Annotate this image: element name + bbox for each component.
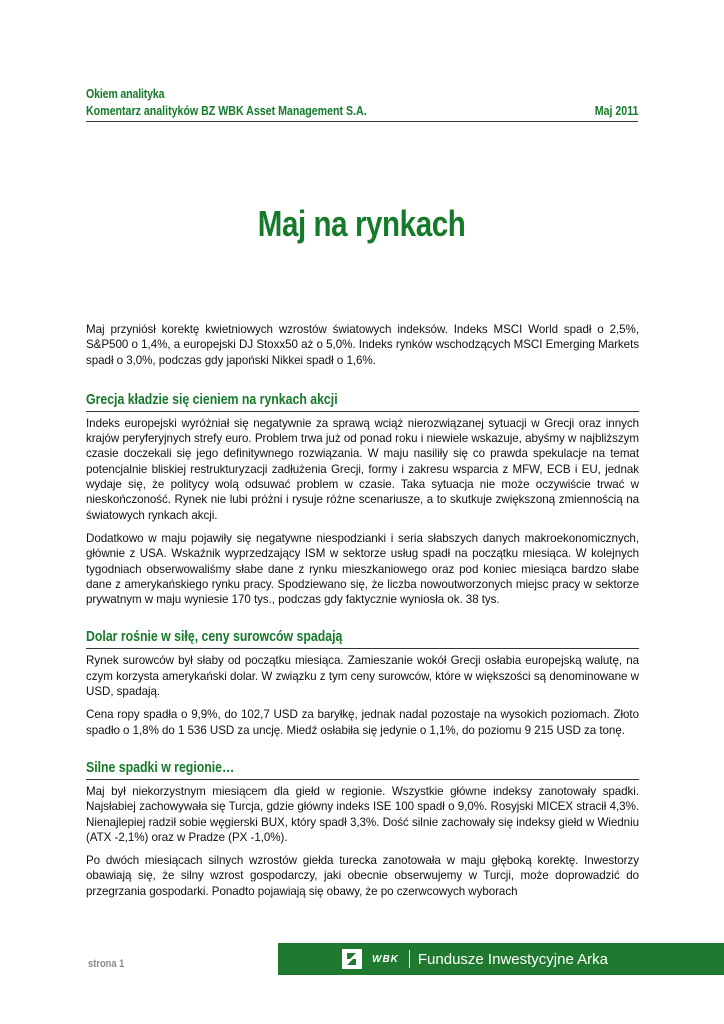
article-body <box>86 322 639 907</box>
brand-abbr: WBK <box>372 953 399 965</box>
paragraph: Rynek surowców był słaby od początku miesiąca. Zamieszanie wokół Grecji osłabia europejską walutę, na czym korzysta amerykański dolar. W związku z tym ceny surowców, które w większości są denominowane w USD, spadają. <box>86 654 639 699</box>
brand-name: Fundusze Inwestycyjne Arka <box>417 950 608 968</box>
bzwbk-logo-mark <box>344 951 360 967</box>
report-date: Maj 2011 <box>594 104 638 118</box>
report-series: Okiem analityka <box>86 87 165 101</box>
paragraph: Maj był niekorzystnym miesiącem dla giełd w regionie. Wszystkie główne indeksy zanotowały spadki. Najsłabiej zachowywała się Turcja, gdzie główny indeks ISE 100 spadł o 9,0%. Rosyjski MICEX stracił 4,3%. Nienajlepiej radził sobie węgierski BUX, który spadł 3,3%. Dość silnie zachowały się indeksy giełd w Wiedniu (ATX -2,1%) oraz w Pradze (PX -1,0%). <box>86 784 639 844</box>
section-heading-greece <box>86 390 639 412</box>
paragraph: Cena ropy spadła o 9,9%, do 102,7 USD za baryłkę, jednak nadal pozostaje na wysokich poziomach. Złoto spadło o 1,8% do 1 536 USD za uncję. Miedź osłabiła się jedynie o 1,1%, do poziomu 9 215 USD za tonę. <box>86 708 639 737</box>
page-number-text: strona 1 <box>88 958 125 970</box>
paragraph: Indeks europejski wyróżniał się negatywnie za sprawą wciąż nierozwiązanej sytuacji w Grecji oraz innych krajów peryferyjnych strefy euro. Problem trwa już od ponad roku i niewiele wskazuje, abyśmy w najbliższym czasie doczekali się jego definitywnego rozwiązania. W maju nasiliły się co prawda spekulacje na temat potencjalnie bliskiej restrukturyzacji zadłużenia Grecji, formy i zakresu wsparcia z MFW, ECB i EU, jednak wydaje się, że politycy wolą odsuwać problem w czasie. Taka sytuacja nie może oczywiście trwać w nieskończoność. Rynek nie lubi próżni i rysuje różne scenariusze, a to skutkuje zwiększoną zmiennością na światowych rynkach akcji. <box>86 416 639 522</box>
bzwbk-logo-icon <box>342 949 362 969</box>
section-heading-text: Grecja kładzie się cieniem na rynkach akcji <box>86 390 338 408</box>
page-number <box>88 958 131 970</box>
brand-footer-bar <box>278 943 724 975</box>
section-heading-dollar <box>86 627 639 649</box>
intro-paragraph: Maj przyniósł korektę kwietniowych wzrostów światowych indeksów. Indeks MSCI World spadł o 2,5%, S&P500 o 1,4%, a europejski DJ Stoxx50 aż o 5,0%. Indeks rynków wschodzących MSCI Emerging Markets spadł o 3,0%, podczas gdy japoński Nikkei spadł o 1,6%. <box>86 323 639 367</box>
page-title-text: Maj na rynkach <box>258 203 466 244</box>
paragraph: Po dwóch miesiącach silnych wzrostów giełda turecka zanotowała w maju głęboką korektę. Inwestorzy obawiają się, że silny wzrost gospodarczy, jaki obecnie obserwujemy w Turcji, może doprowadzić do przegrzania gospodarki. Ponadto pojawiają się obawy, że po czerwcowych wyborach <box>86 854 639 898</box>
section-heading-text: Silne spadki w regionie… <box>86 758 235 776</box>
report-subtitle: Komentarz analityków BZ WBK Asset Management S.A. <box>86 104 367 118</box>
page-title <box>0 203 724 245</box>
report-header <box>86 86 638 122</box>
paragraph: Dodatkowo w maju pojawiły się negatywne niespodzianki i seria słabszych danych makroekonomicznych, głównie z USA. Wskaźnik wyprzedzający ISM w sektorze usług spadł na początku miesiąca. W kolejnych tygodniach obserwowaliśmy słabe dane z rynku mieszkaniowego oraz pod koniec miesiąca bardzo słabe dane z amerykańskiego rynku pracy. Spodziewano się, że liczba nowoutworzonych miejsc pracy w sektorze prywatnym w maju wyniesie 170 tys., podczas gdy faktycznie wyniosła ok. 38 tys. <box>86 531 639 607</box>
header-row <box>86 103 638 122</box>
section-heading-text: Dolar rośnie w siłę, ceny surowców spadają <box>86 628 343 646</box>
brand-divider <box>409 950 410 968</box>
section-heading-region <box>86 758 639 780</box>
